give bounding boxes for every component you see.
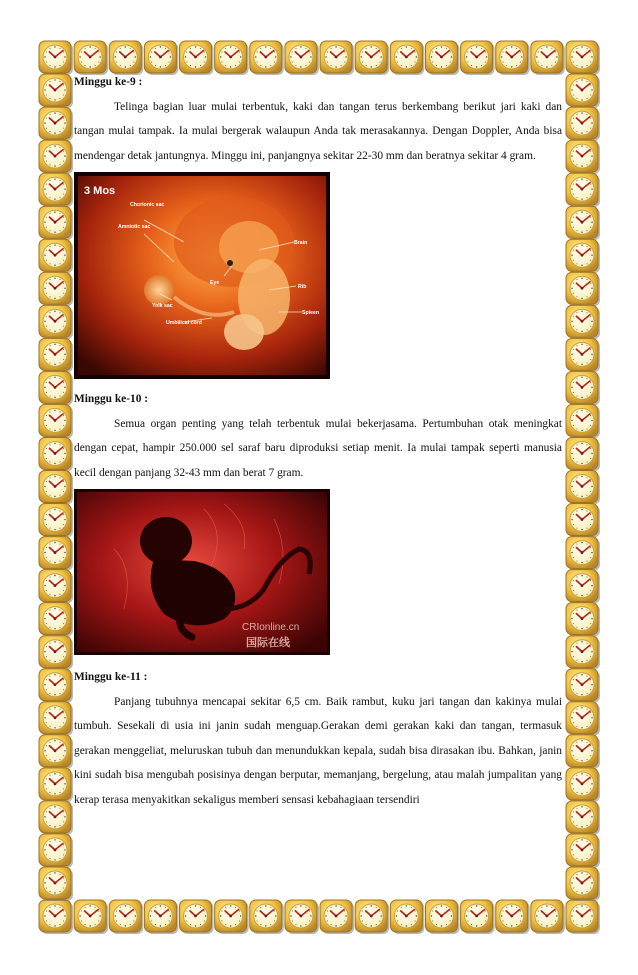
clock-icon bbox=[566, 371, 600, 405]
clock-icon bbox=[39, 338, 73, 372]
clock-icon bbox=[566, 867, 600, 901]
clock-icon bbox=[109, 900, 143, 934]
clock-icon bbox=[566, 305, 600, 339]
clock-icon bbox=[566, 107, 600, 141]
clock-icon bbox=[566, 735, 600, 769]
clock-icon bbox=[566, 834, 600, 868]
clock-icon bbox=[39, 471, 73, 505]
photo-title: 3 Mos bbox=[84, 185, 116, 197]
clock-icon bbox=[425, 900, 459, 934]
watermark-latin: CRIonline.cn bbox=[242, 622, 300, 633]
clock-icon bbox=[39, 669, 73, 703]
clock-icon bbox=[566, 338, 600, 372]
clock-icon bbox=[566, 74, 600, 108]
clock-icon bbox=[39, 371, 73, 405]
clock-icon bbox=[566, 437, 600, 471]
clock-icon bbox=[39, 735, 73, 769]
clock-icon bbox=[74, 900, 108, 934]
label-spleen: Spleen bbox=[302, 310, 320, 316]
clock-icon bbox=[566, 272, 600, 306]
label-brain: Brain bbox=[294, 240, 308, 246]
clock-icon bbox=[39, 173, 73, 207]
clock-icon bbox=[39, 74, 73, 108]
label-rib: Rib bbox=[298, 284, 307, 290]
clock-icon bbox=[39, 140, 73, 174]
clock-icon bbox=[39, 272, 73, 306]
document-body bbox=[74, 70, 562, 812]
label-eye: Eye bbox=[210, 280, 220, 286]
paragraph-week-10: Semua organ penting yang telah terbentuk mulai bekerjasama. Pertumbuhan otak meningkat dengan cepat, hampir 250.000 sel saraf baru diproduksi setiap menit. Ia mulai tampak seperti manusia kecil dengan panjang 32-43 mm dan berat 7 gram. bbox=[74, 417, 562, 479]
heading-week-9: Minggu ke-9 : bbox=[74, 76, 143, 88]
clock-icon bbox=[566, 471, 600, 505]
clock-icon bbox=[39, 603, 73, 637]
clock-icon bbox=[566, 603, 600, 637]
clock-icon bbox=[39, 41, 73, 75]
clock-icon bbox=[566, 140, 600, 174]
clock-icon bbox=[566, 768, 600, 802]
clock-icon bbox=[566, 636, 600, 670]
label-chorionic-sac: Chorionic sac bbox=[130, 202, 165, 208]
clock-icon bbox=[39, 404, 73, 438]
clock-icon bbox=[39, 867, 73, 901]
clock-icon bbox=[566, 537, 600, 571]
clock-icon bbox=[39, 107, 73, 141]
label-yolk-sac: Yolk sac bbox=[152, 303, 173, 309]
clock-icon bbox=[566, 41, 600, 75]
clock-icon bbox=[566, 801, 600, 835]
paragraph-week-11: Panjang tubuhnya mencapai sekitar 6,5 cm. Baik rambut, kuku jari tangan dan kakinya mulai tumbuh. Sesekali di usia ini janin sudah menguap.Gerakan demi gerakan kaki dan tangan, termasuk gerakan menggeliat, meluruskan tubuh dan menundukkan kepala, sudah bisa dirasakan ibu. Bahkan, janin kini sudah bisa mengubah posisinya dengan berputar, memanjang, bergelung, atau malah jumpalitan yang kerap terasa menyakitkan sekaligus memberi sensasi kebahagiaan tersendiri bbox=[74, 695, 562, 806]
clock-icon bbox=[39, 636, 73, 670]
clock-icon bbox=[531, 900, 565, 934]
clock-icon bbox=[250, 900, 284, 934]
paragraph-week-9: Telinga bagian luar mulai terbentuk, kaki dan tangan terus berkembang berikut jari kaki dan tangan mulai tampak. Ia mulai bergerak walaupun Anda tak merasakannya. Dengan Doppler, Anda bisa mendengar detak jantungnya. Minggu ini, panjangnya sekitar 22-30 mm dan beratnya sekitar 4 gram. bbox=[74, 100, 562, 162]
clock-icon bbox=[39, 504, 73, 538]
clock-icon bbox=[461, 900, 495, 934]
heading-week-10: Minggu ke-10 : bbox=[74, 393, 149, 405]
clock-icon bbox=[39, 702, 73, 736]
clock-icon bbox=[39, 239, 73, 273]
clock-icon bbox=[566, 900, 600, 934]
clock-icon bbox=[39, 537, 73, 571]
clock-icon bbox=[39, 768, 73, 802]
clock-icon bbox=[390, 900, 424, 934]
clock-icon bbox=[39, 305, 73, 339]
label-umbilical-cord: Umbilical cord bbox=[166, 320, 202, 326]
fetus-silhouette-photo bbox=[74, 489, 330, 655]
clock-icon bbox=[39, 834, 73, 868]
clock-icon bbox=[39, 900, 73, 934]
clock-icon bbox=[215, 900, 249, 934]
clock-icon bbox=[39, 570, 73, 604]
clock-icon bbox=[285, 900, 319, 934]
fetus-3-months-photo bbox=[74, 172, 330, 379]
clock-icon bbox=[566, 504, 600, 538]
clock-icon bbox=[566, 206, 600, 240]
watermark-cjk: 国际在线 bbox=[246, 636, 290, 649]
clock-icon bbox=[39, 801, 73, 835]
clock-icon bbox=[144, 900, 178, 934]
heading-week-11: Minggu ke-11 : bbox=[74, 671, 148, 683]
clock-icon bbox=[320, 900, 354, 934]
clock-icon bbox=[355, 900, 389, 934]
clock-icon bbox=[496, 900, 530, 934]
clock-icon bbox=[566, 570, 600, 604]
clock-icon bbox=[566, 404, 600, 438]
clock-icon bbox=[180, 900, 214, 934]
clock-icon bbox=[566, 702, 600, 736]
label-amniotic-sac: Amniotic sac bbox=[118, 224, 151, 230]
clock-icon bbox=[566, 173, 600, 207]
clock-icon bbox=[39, 437, 73, 471]
clock-icon bbox=[566, 669, 600, 703]
clock-icon bbox=[566, 239, 600, 273]
clock-icon bbox=[39, 206, 73, 240]
